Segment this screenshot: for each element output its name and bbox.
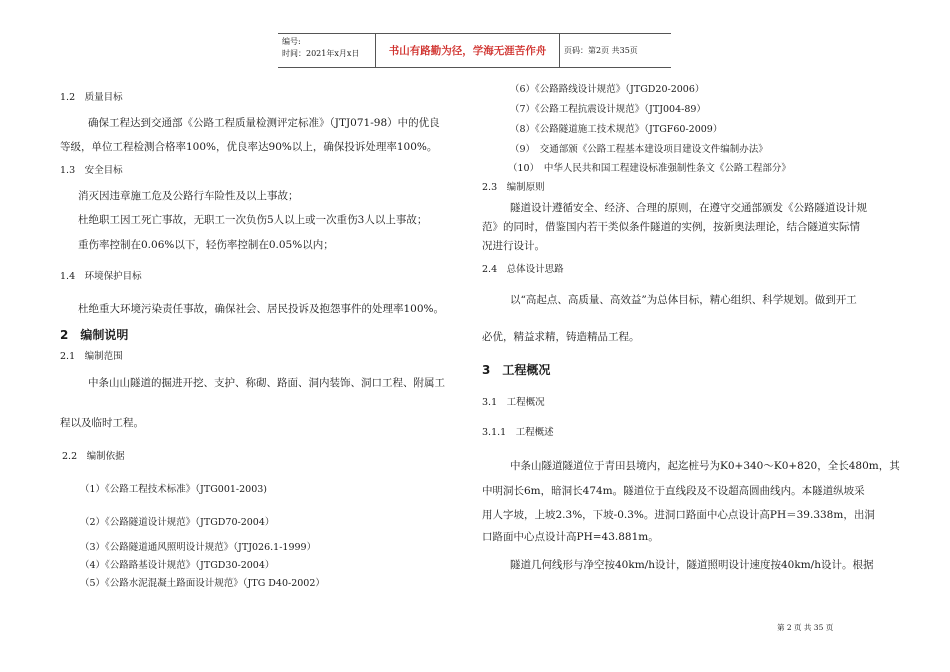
paragraph-line: 用人字坡，上坡2.3%，下坡-0.3%。进洞口路面中心点设计高PH＝39.338m，出洞 xyxy=(482,509,875,521)
paragraph-line: 杜绝职工因工死亡事故，无职工一次负伤5人以上或一次重伤3人以上事故； xyxy=(78,214,428,226)
doc-time: 时间：2021年x月x日 xyxy=(282,49,360,58)
header-page-info: 页码：第2页 共35页 xyxy=(564,46,638,55)
paragraph-line: 等级，单位工程检测合格率100%，优良率达90%以上，确保投诉处理率100%。 xyxy=(60,141,438,153)
reference-item: （9） 交通部颁《公路工程基本建设项目建设文件编制办法》 xyxy=(510,144,768,155)
section-heading: 3.1 工程概况 xyxy=(482,397,545,408)
section-heading: 2.1 编制范围 xyxy=(60,351,123,362)
paragraph-line: 杜绝重大环境污染责任事故，确保社会、居民投诉及抱怨事件的处理率100%。 xyxy=(78,303,445,315)
reference-item: （5）《公路水泥混凝土路面设计规范》（JTG D40-2002） xyxy=(80,578,325,589)
section-heading: 1.2 质量目标 xyxy=(60,92,123,103)
paragraph-line: 况进行设计。 xyxy=(482,240,545,252)
header-motto: 书山有路勤为径，学海无涯苦作舟 xyxy=(376,34,560,67)
paragraph-line: 隧道几何线形与净空按40km/h设计，隧道照明设计速度按40km/h设计。根据 xyxy=(510,559,874,571)
subsection-heading: 3.1.1 工程概述 xyxy=(482,427,554,438)
paragraph-line: 必优，精益求精，铸造精品工程。 xyxy=(482,331,640,343)
reference-item: （3）《公路隧道通风照明设计规范》（JTJ026.1-1999） xyxy=(80,542,317,553)
section-heading: 1.3 安全目标 xyxy=(60,165,123,176)
doc-number-label: 编号: xyxy=(282,37,301,46)
paragraph-line: 重伤率控制在0.06%以下，轻伤率控制在0.05%以内； xyxy=(78,239,334,251)
reference-item: （2）《公路隧道设计规范》（JTGD70-2004） xyxy=(80,517,275,528)
reference-item: （1）《公路工程技术标准》（JTG001-2003) xyxy=(80,484,268,495)
page-header xyxy=(278,33,671,68)
page-footer: 第 2 页 共 35 页 xyxy=(777,623,834,632)
section-heading: 1.4 环境保护目标 xyxy=(60,271,142,282)
paragraph-line: 消灭因违章施工危及公路行车险性及以上事故； xyxy=(78,190,299,202)
chapter-heading: 3 工程概况 xyxy=(482,363,551,377)
paragraph-line: 确保工程达到交通部《公路工程质量检测评定标准》（JTJ071-98）中的优良 xyxy=(88,117,440,129)
reference-item: （10） 中华人民共和国工程建设标准强制性条文《公路工程部分》 xyxy=(508,163,791,174)
reference-item: （8）《公路隧道施工技术规范》（JTGF60-2009） xyxy=(510,124,723,135)
header-meta xyxy=(278,34,376,67)
paragraph-line: 中明洞长6m，暗洞长474m。隧道位于直线段及不设超高圆曲线内。本隧道纵坡采 xyxy=(482,485,865,497)
paragraph-line: 程以及临时工程。 xyxy=(60,417,144,429)
paragraph-line: 范》的同时，借鉴国内若干类似条件隧道的实例，按新奥法理论，结合隧道实际情 xyxy=(482,221,860,233)
reference-item: （4）《公路路基设计规范》（JTGD30-2004） xyxy=(80,560,275,571)
reference-item: （7）《公路工程抗震设计规范》（JTJ004-89） xyxy=(510,104,706,115)
paragraph-line: 隧道设计遵循安全、经济、合理的原则，在遵守交通部颁发《公路隧道设计规 xyxy=(510,202,867,214)
reference-item: （6）《公路路线设计规范》（JTGD20-2006） xyxy=(510,84,705,95)
section-heading: 2.4 总体设计思路 xyxy=(482,264,564,275)
chapter-heading: 2 编制说明 xyxy=(60,328,129,342)
paragraph-line: 中条山山隧道的掘进开挖、支护、称砌、路面、洞内装饰、洞口工程、附属工 xyxy=(88,377,445,389)
section-heading: 2.2 编制依据 xyxy=(62,451,125,462)
paragraph-line: 中条山隧道隧道位于青田县境内，起迄桩号为K0+340～K0+820，全长480m，其 xyxy=(510,460,900,472)
paragraph-line: 口路面中心点设计高PH=43.881m。 xyxy=(482,531,659,543)
section-heading: 2.3 编制原则 xyxy=(482,182,545,193)
paragraph-line: 以“高起点、高质量、高效益”为总体目标，精心组织、科学规划。做到开工 xyxy=(510,294,857,306)
